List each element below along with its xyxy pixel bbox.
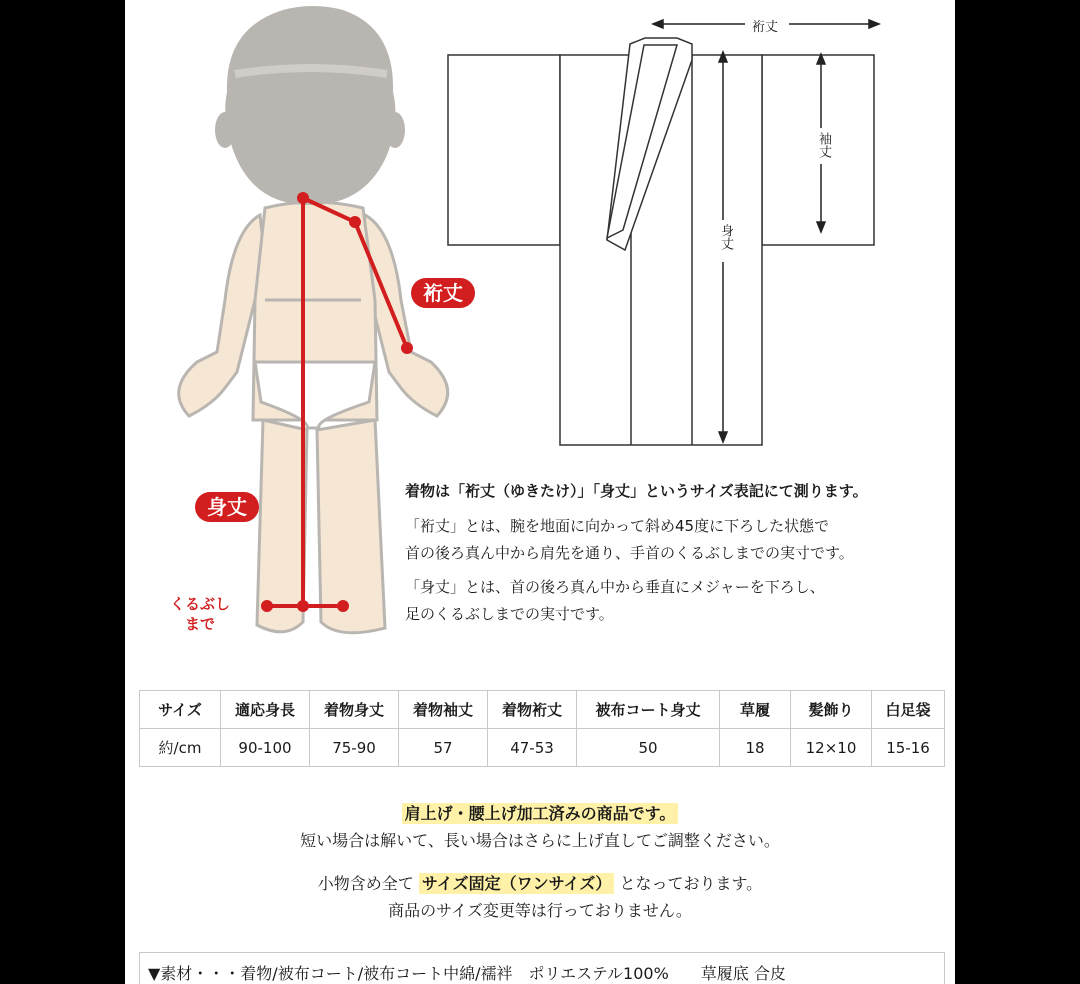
ankle-note-line2: まで — [184, 615, 215, 633]
size-table-header: 適応身長 — [221, 691, 310, 729]
explanation-yuki-line1: 「裄丈」とは、腕を地面に向かって斜め45度に下ろした状態で — [405, 517, 830, 535]
size-table-cell: 約/cm — [140, 729, 221, 767]
size-table-header: 髪飾り — [791, 691, 872, 729]
size-table-header: 草履 — [720, 691, 791, 729]
size-table-header: サイズ — [140, 691, 221, 729]
materials-text: ▼素材・・・着物/被布コート/被布コート中綿/襦袢 ポリエステル100% 草履底 合皮 — [148, 964, 786, 983]
note-hemmed — [125, 800, 955, 854]
explanation-lead: 着物は「裄丈（ゆきたけ）」「身丈」というサイズ表記にて測ります。 — [405, 482, 868, 500]
size-table — [139, 690, 945, 767]
size-table-cell: 15-16 — [872, 729, 945, 767]
size-table-cell: 12×10 — [791, 729, 872, 767]
note-no-change: 商品のサイズ変更等は行っておりません。 — [388, 901, 692, 920]
note-fixed-highlight: サイズ固定（ワンサイズ） — [419, 873, 614, 894]
size-table-cell: 18 — [720, 729, 791, 767]
badge-yuki: 裄丈 — [411, 278, 475, 308]
size-table-cell: 47-53 — [488, 729, 577, 767]
size-table-cell: 75-90 — [310, 729, 399, 767]
size-table-cell: 50 — [577, 729, 720, 767]
measurement-explanation — [405, 478, 945, 635]
note-fixed-suffix: となっております。 — [619, 874, 763, 893]
explanation-mi-line1: 「身丈」とは、首の後ろ真ん中から垂直にメジャーを下ろし、 — [405, 578, 825, 596]
size-table-cell: 90-100 — [221, 729, 310, 767]
size-table-header: 着物袖丈 — [399, 691, 488, 729]
explanation-mi-line2: 足のくるぶしまでの実寸です。 — [405, 605, 614, 623]
size-table-header: 着物裄丈 — [488, 691, 577, 729]
kimono-label-yuki: 裄丈 — [752, 20, 779, 35]
explanation-yuki — [405, 513, 945, 567]
size-table-row — [140, 729, 945, 767]
materials-row — [139, 952, 945, 984]
note-hemmed-highlight: 肩上げ・腰上げ加工済みの商品です。 — [402, 803, 679, 824]
kimono-diagram — [448, 38, 874, 445]
note-fixed-prefix: 小物含め全て — [317, 874, 414, 893]
note-hemmed-detail: 短い場合は解いて、長い場合はさらに上げ直してご調整ください。 — [300, 831, 780, 850]
note-fixed-size — [125, 870, 955, 924]
size-guide-panel — [125, 0, 955, 984]
child-head — [215, 6, 405, 205]
ankle-note — [165, 594, 235, 634]
kimono-label-sode: 袖丈 — [816, 132, 831, 158]
kimono-label-mi: 身丈 — [718, 224, 733, 250]
ankle-note-line1: くるぶし — [169, 595, 230, 613]
explanation-yuki-line2: 首の後ろ真ん中から肩先を通り、手首のくるぶしまでの実寸です。 — [405, 544, 854, 562]
size-table-header: 被布コート身丈 — [577, 691, 720, 729]
badge-mi: 身丈 — [195, 492, 259, 522]
size-table-cell: 57 — [399, 729, 488, 767]
size-table-header-row — [140, 691, 945, 729]
size-table-header: 着物身丈 — [310, 691, 399, 729]
size-table-header: 白足袋 — [872, 691, 945, 729]
explanation-mi — [405, 574, 945, 628]
